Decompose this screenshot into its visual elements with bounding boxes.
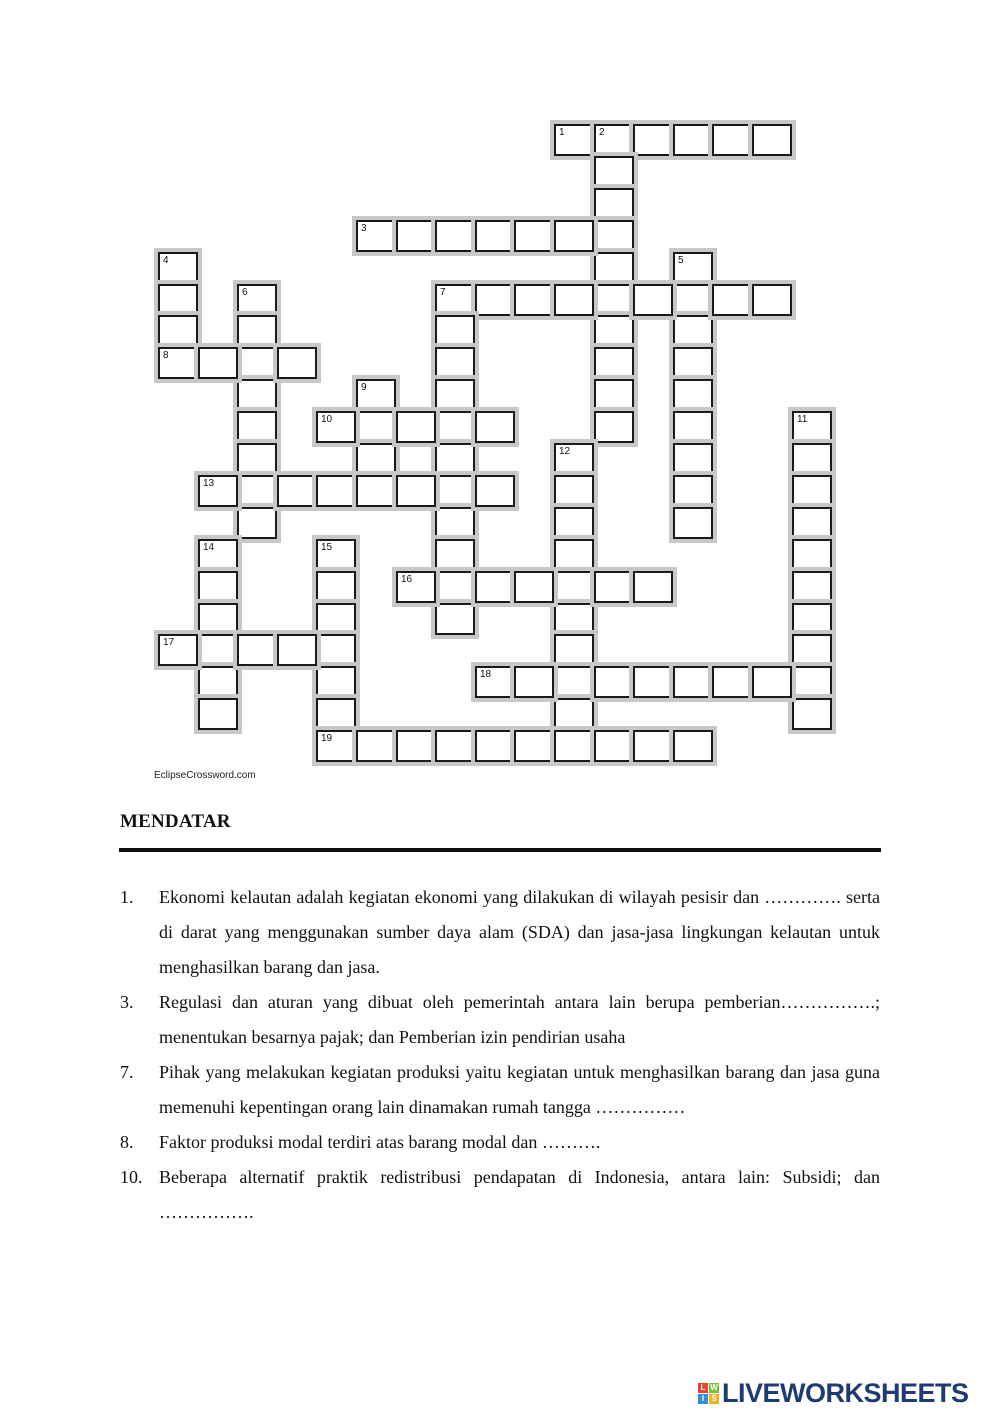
- clue-text: Beberapa alternatif praktik redistribusi pendapatan di Indonesia, antara lain: Subsidi; dan …………….: [159, 1167, 880, 1222]
- crossword-cell[interactable]: [594, 252, 634, 284]
- crossword-cell[interactable]: [435, 379, 475, 411]
- crossword-cell[interactable]: [792, 475, 832, 507]
- crossword-cell[interactable]: [475, 666, 515, 698]
- crossword-cell[interactable]: [237, 284, 277, 316]
- crossword-cell[interactable]: [198, 666, 238, 698]
- crossword-cell[interactable]: [594, 315, 634, 347]
- crossword-cell[interactable]: [356, 379, 396, 411]
- crossword-cell[interactable]: [673, 666, 713, 698]
- crossword-cell[interactable]: [435, 220, 475, 252]
- crossword-cell[interactable]: [554, 220, 594, 252]
- crossword-cell[interactable]: [673, 379, 713, 411]
- crossword-cell[interactable]: [594, 571, 634, 603]
- crossword-cell[interactable]: [435, 475, 475, 507]
- crossword-cell[interactable]: [554, 634, 594, 666]
- clue-item: [120, 1125, 880, 1160]
- crossword-credit: EclipseCrossword.com: [154, 770, 256, 781]
- crossword-cell[interactable]: [792, 603, 832, 635]
- crossword-cell[interactable]: [673, 411, 713, 443]
- clue-number-label: 11: [797, 414, 808, 425]
- crossword-cell[interactable]: [673, 284, 713, 316]
- crossword-cell[interactable]: [752, 666, 792, 698]
- crossword-cell[interactable]: [158, 252, 198, 284]
- crossword-cell[interactable]: [554, 443, 594, 475]
- clue-number-label: 13: [203, 478, 215, 489]
- crossword-cell[interactable]: [396, 220, 436, 252]
- crossword-cell[interactable]: [158, 315, 198, 347]
- crossword-cell[interactable]: [316, 411, 356, 443]
- crossword-cell[interactable]: [475, 730, 515, 762]
- crossword-cell[interactable]: [514, 571, 554, 603]
- crossword-cell[interactable]: [277, 347, 317, 379]
- crossword-cell[interactable]: [792, 571, 832, 603]
- crossword-cell[interactable]: [712, 666, 752, 698]
- section-divider: [119, 848, 881, 852]
- crossword-cell[interactable]: [435, 284, 475, 316]
- crossword-cell[interactable]: [475, 571, 515, 603]
- crossword-cell[interactable]: [158, 347, 198, 379]
- crossword-cell[interactable]: [316, 698, 356, 730]
- crossword-cell[interactable]: [316, 539, 356, 571]
- crossword-cell[interactable]: [594, 379, 634, 411]
- crossword-cell[interactable]: [396, 411, 436, 443]
- crossword-cell[interactable]: [435, 347, 475, 379]
- crossword-cell[interactable]: [198, 603, 238, 635]
- crossword-cell[interactable]: [594, 347, 634, 379]
- crossword-cell[interactable]: [158, 284, 198, 316]
- crossword-cell[interactable]: [514, 284, 554, 316]
- crossword-cell[interactable]: [792, 666, 832, 698]
- clue-number-label: 4: [163, 255, 169, 266]
- crossword-cell[interactable]: [554, 603, 594, 635]
- crossword-cell[interactable]: [554, 507, 594, 539]
- clue-number-label: 19: [321, 733, 333, 744]
- crossword-cell[interactable]: [673, 507, 713, 539]
- crossword-cell[interactable]: [435, 571, 475, 603]
- crossword-cell[interactable]: [673, 347, 713, 379]
- crossword-cell[interactable]: [514, 220, 554, 252]
- clue-number-label: 8: [163, 350, 169, 361]
- clue-number-label: 1: [559, 127, 565, 138]
- clue-number-label: 6: [242, 287, 248, 298]
- crossword-cell[interactable]: [712, 284, 752, 316]
- crossword-cell[interactable]: [316, 666, 356, 698]
- crossword-cell[interactable]: [673, 730, 713, 762]
- crossword-cell[interactable]: [435, 507, 475, 539]
- crossword-cell[interactable]: [356, 220, 396, 252]
- crossword-cell[interactable]: [198, 539, 238, 571]
- crossword-cell[interactable]: [237, 347, 277, 379]
- clue-number-label: 5: [678, 255, 684, 266]
- crossword-cell[interactable]: [198, 571, 238, 603]
- crossword-cell[interactable]: [316, 475, 356, 507]
- clue-list: [120, 880, 880, 1230]
- clue-item: [120, 880, 880, 985]
- clue-number-label: 12: [559, 446, 571, 457]
- crossword-cell[interactable]: [673, 252, 713, 284]
- crossword-cell[interactable]: [237, 443, 277, 475]
- crossword-cell[interactable]: [435, 603, 475, 635]
- liveworksheets-logo: [698, 1378, 969, 1408]
- crossword-cell[interactable]: [316, 603, 356, 635]
- crossword-cell[interactable]: [594, 730, 634, 762]
- clue-number: 7.: [120, 1062, 134, 1082]
- crossword-cell[interactable]: [514, 666, 554, 698]
- clue-text: Pihak yang melakukan kegiatan produksi yaitu kegiatan untuk menghasilkan barang dan jasa guna memenuhi kepentingan orang lain dinamakan rumah tangga ……………: [159, 1062, 880, 1117]
- crossword-cell[interactable]: [237, 315, 277, 347]
- crossword-cell[interactable]: [752, 124, 792, 156]
- crossword-cell[interactable]: [277, 475, 317, 507]
- crossword-cell[interactable]: [316, 730, 356, 762]
- clue-number-label: 10: [321, 414, 333, 425]
- crossword-cell[interactable]: [435, 315, 475, 347]
- clue-number: 10.: [120, 1167, 143, 1187]
- clue-number: 1.: [120, 887, 134, 907]
- crossword-cell[interactable]: [356, 475, 396, 507]
- crossword-cell[interactable]: [633, 124, 673, 156]
- crossword-cell[interactable]: [673, 475, 713, 507]
- crossword-cell[interactable]: [198, 347, 238, 379]
- crossword-cell[interactable]: [435, 411, 475, 443]
- clue-item: [120, 985, 880, 1055]
- crossword-cell[interactable]: [594, 220, 634, 252]
- crossword-cell[interactable]: [633, 571, 673, 603]
- clue-number-label: 14: [203, 542, 215, 553]
- clue-text: Regulasi dan aturan yang dibuat oleh pemerintah antara lain berupa pemberian…………….; menentukan besarnya pajak; dan Pemberian izin pendirian usaha: [159, 992, 880, 1047]
- crossword-cell[interactable]: [475, 411, 515, 443]
- crossword-cell[interactable]: [554, 539, 594, 571]
- crossword-cell[interactable]: [435, 539, 475, 571]
- clue-number-label: 17: [163, 637, 175, 648]
- crossword-cell[interactable]: [396, 730, 436, 762]
- crossword-cell[interactable]: [712, 124, 752, 156]
- clue-item: [120, 1055, 880, 1125]
- clue-number-label: 15: [321, 542, 333, 553]
- crossword-cell[interactable]: [198, 475, 238, 507]
- crossword-cell[interactable]: [316, 571, 356, 603]
- crossword-cell[interactable]: [198, 698, 238, 730]
- crossword-cell[interactable]: [633, 730, 673, 762]
- crossword-cell[interactable]: [237, 475, 277, 507]
- clue-text: Ekonomi kelautan adalah kegiatan ekonomi yang dilakukan di wilayah pesisir dan …………. serta di darat yang menggunakan sumber daya alam (SDA) dan jasa-jasa lingkungan kelautan untuk menghasilkan barang dan jasa.: [159, 887, 880, 977]
- crossword-cell[interactable]: [792, 698, 832, 730]
- crossword-cell[interactable]: [475, 284, 515, 316]
- crossword-cell[interactable]: [198, 634, 238, 666]
- crossword-cell[interactable]: [158, 634, 198, 666]
- crossword-cell[interactable]: [435, 443, 475, 475]
- crossword-cell[interactable]: [237, 379, 277, 411]
- crossword-cell[interactable]: [396, 475, 436, 507]
- clue-number-label: 7: [440, 287, 446, 298]
- crossword-cell[interactable]: [792, 507, 832, 539]
- crossword-cell[interactable]: [594, 188, 634, 220]
- crossword-cell[interactable]: [633, 666, 673, 698]
- crossword-cell[interactable]: [594, 124, 634, 156]
- crossword-cell[interactable]: [356, 411, 396, 443]
- clue-number-label: 9: [361, 382, 367, 393]
- crossword-cell[interactable]: [554, 730, 594, 762]
- liveworksheets-logo-icon: L W I S: [698, 1383, 719, 1404]
- crossword-cell[interactable]: [673, 124, 713, 156]
- crossword-cell[interactable]: [554, 571, 594, 603]
- clue-number-label: 3: [361, 223, 367, 234]
- crossword-cell[interactable]: [594, 156, 634, 188]
- crossword-cell[interactable]: [475, 475, 515, 507]
- crossword-cell[interactable]: [673, 315, 713, 347]
- crossword-cell[interactable]: [396, 571, 436, 603]
- crossword-cell[interactable]: [792, 539, 832, 571]
- clue-item: [120, 1160, 880, 1230]
- clue-number: 8.: [120, 1132, 134, 1152]
- clue-number-label: 18: [480, 669, 492, 680]
- crossword-cell[interactable]: [752, 284, 792, 316]
- crossword-cell[interactable]: [594, 284, 634, 316]
- crossword-cell[interactable]: [594, 411, 634, 443]
- clue-number-label: 16: [401, 574, 413, 585]
- crossword-cell[interactable]: [792, 443, 832, 475]
- crossword-cell[interactable]: [792, 634, 832, 666]
- crossword-cell[interactable]: [594, 666, 634, 698]
- crossword-cell[interactable]: [277, 634, 317, 666]
- crossword-cell[interactable]: [554, 284, 594, 316]
- crossword-cell[interactable]: [356, 730, 396, 762]
- crossword-cell[interactable]: [435, 730, 475, 762]
- clue-text: Faktor produksi modal terdiri atas barang modal dan ……….: [159, 1132, 601, 1152]
- crossword-cell[interactable]: [356, 443, 396, 475]
- crossword-cell[interactable]: [554, 124, 594, 156]
- crossword-cell[interactable]: [792, 411, 832, 443]
- logo-text: LIVEWORKSHEETS: [722, 1377, 969, 1408]
- crossword-cell[interactable]: [673, 443, 713, 475]
- clue-number: 3.: [120, 992, 134, 1012]
- crossword-cell[interactable]: [514, 730, 554, 762]
- crossword-cell[interactable]: [633, 284, 673, 316]
- section-title: MENDATAR: [120, 811, 231, 832]
- crossword-cell[interactable]: [554, 698, 594, 730]
- crossword-cell[interactable]: [237, 634, 277, 666]
- clue-number-label: 2: [599, 127, 605, 138]
- crossword-cell[interactable]: [237, 411, 277, 443]
- crossword-cell[interactable]: [554, 475, 594, 507]
- crossword-cell[interactable]: [316, 634, 356, 666]
- crossword-cell[interactable]: [475, 220, 515, 252]
- crossword-cell[interactable]: [554, 666, 594, 698]
- crossword-cell[interactable]: [237, 507, 277, 539]
